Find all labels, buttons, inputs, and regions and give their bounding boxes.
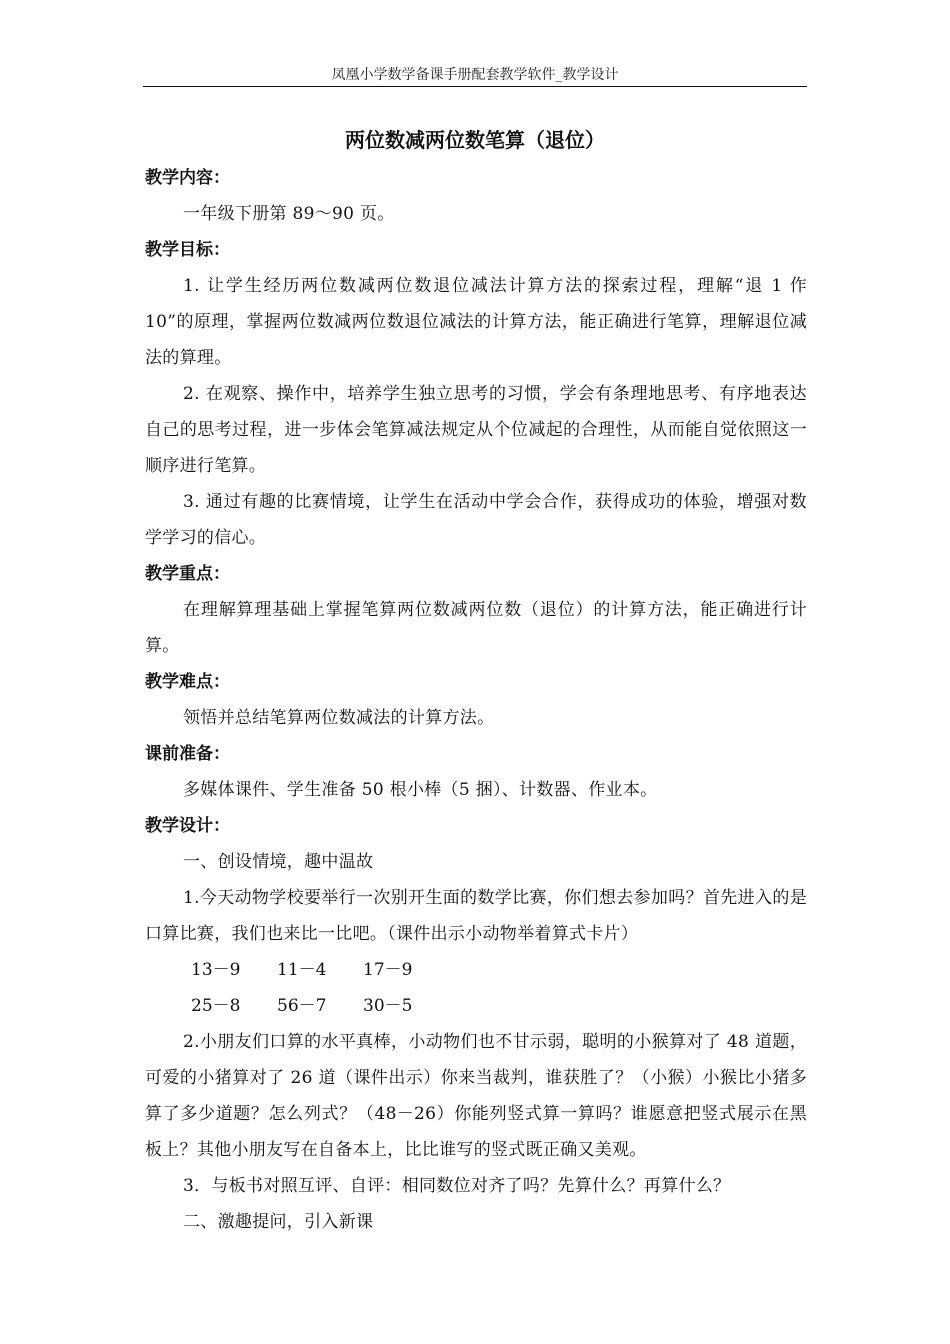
section-heading-content: 教学内容： xyxy=(145,168,230,188)
preparation-text: 多媒体课件、学生准备 50 根小棒（5 捆）、计数器、作业本。 xyxy=(183,780,658,800)
calculation-row-1 xyxy=(145,952,807,988)
goal-item-3: 3. 通过有趣的比赛情境，让学生在活动中学会合作，获得成功的体验，增强对数学学习的信心。 xyxy=(145,492,807,548)
design-paragraph-2: 2.小朋友们口算的水平真棒，小动物们也不甘示弱，聪明的小猴算对了 48 道题，可爱的小猪算对了 26 道（课件出示）你来当裁判，谁获胜了？（小猴）小猴比小猪多算了多少道题？怎么列式？（48－26）你能列竖式算一算吗？谁愿意把竖式展示在黑板上？其他小朋友写在自备本上，比比谁写的竖式既正确又美观。 xyxy=(145,1032,807,1160)
header-rule xyxy=(143,86,807,87)
section-heading-goals: 教学目标： xyxy=(145,240,230,260)
document-body xyxy=(145,160,807,1240)
document-title: 两位数减两位数笔算（退位） xyxy=(345,128,605,152)
calculation-item: 25－8 xyxy=(191,996,241,1016)
key-points-text: 在理解算理基础上掌握笔算两位数减两位数（退位）的计算方法，能正确进行计算。 xyxy=(145,600,807,656)
calculation-item: 11－4 xyxy=(277,960,327,980)
goal-item-2: 2. 在观察、操作中，培养学生独立思考的习惯，学会有条理地思考、有序地表达自己的思考过程，进一步体会笔算减法规定从个位减起的合理性，从而能自觉依照这一顺序进行笔算。 xyxy=(145,384,807,476)
design-part1-title: 一、创设情境，趣中温故 xyxy=(183,852,374,872)
goal-item-1: 1. 让学生经历两位数减两位数退位减法计算方法的探索过程，理解“退 1 作 10”的原理，掌握两位数减两位数退位减法的计算方法，能正确进行笔算，理解退位减法的算理。 xyxy=(145,276,807,368)
design-paragraph-3: 3．与板书对照互评、自评：相同数位对齐了吗？先算什么？再算什么？ xyxy=(183,1176,731,1196)
design-paragraph-1: 1.今天动物学校要举行一次别开生面的数学比赛，你们想去参加吗？首先进入的是口算比赛，我们也来比一比吧。（课件出示小动物举着算式卡片） xyxy=(145,888,807,944)
calculation-item: 56－7 xyxy=(277,996,327,1016)
design-part2-title: 二、激趣提问，引入新课 xyxy=(183,1212,374,1232)
section-heading-preparation: 课前准备： xyxy=(145,744,230,764)
difficulties-text: 领悟并总结笔算两位数减法的计算方法。 xyxy=(183,708,495,728)
calculation-row-2 xyxy=(145,988,807,1024)
page-header: 凤凰小学数学备课手册配套教学软件_教学设计 xyxy=(331,67,619,83)
section-heading-key-points: 教学重点： xyxy=(145,564,230,584)
content-text: 一年级下册第 89～90 页。 xyxy=(183,204,395,224)
section-heading-design: 教学设计： xyxy=(145,816,230,836)
calculation-item: 30－5 xyxy=(363,996,413,1016)
calculation-item: 17－9 xyxy=(363,960,413,980)
section-heading-difficulties: 教学难点： xyxy=(145,672,230,692)
calculation-item: 13－9 xyxy=(191,960,241,980)
